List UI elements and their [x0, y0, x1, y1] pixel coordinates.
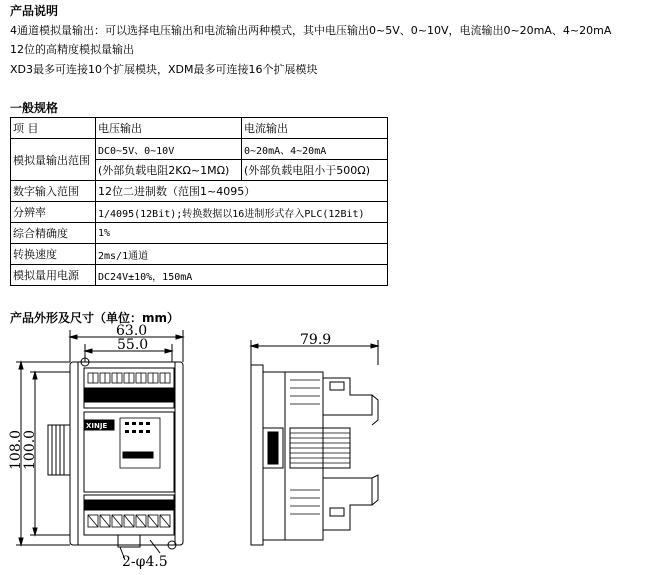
general-spec-title: 一般规格 — [10, 101, 59, 115]
product-intro-title: 产品说明 — [10, 4, 59, 18]
accuracy-value: 1% — [96, 223, 388, 244]
brand-logo: XINJE — [86, 422, 108, 430]
dim-width-inner: 55.0 — [117, 337, 149, 353]
analog-range-label: 模拟量输出范围 — [11, 139, 96, 181]
digital-value: 12位二进制数（范围1~4095） — [96, 181, 388, 202]
power-value: DC24V±10%，150mA — [96, 265, 388, 286]
voltage-load: (外部负载电阻2KΩ~1MΩ) — [96, 160, 242, 181]
digital-label: 数字输入范围 — [11, 181, 96, 202]
intro-line-3: XD3最多可连接10个扩展模块，XDM最多可连接16个扩展模块 — [10, 63, 318, 76]
speed-label: 转换速度 — [11, 244, 96, 265]
side-view — [251, 332, 378, 545]
header-current: 电流输出 — [242, 118, 388, 139]
accuracy-label: 综合精确度 — [11, 223, 96, 244]
speed-value: 2ms/1通道 — [96, 244, 388, 265]
current-range: 0~20mA、4~20mA — [242, 139, 388, 160]
intro-line-1: 4通道模拟量输出：可以选择电压输出和电流输出两种模式，其中电压输出0~5V、0~10V，电流输出0~20mA、4~20mA — [10, 24, 612, 37]
dim-hole: 2-φ4.5 — [122, 554, 168, 570]
current-load: (外部负载电阻小于500Ω) — [242, 160, 388, 181]
resolution-label: 分辨率 — [11, 202, 96, 223]
front-view — [8, 323, 183, 570]
dim-width-outer: 63.0 — [116, 323, 148, 339]
dim-height-inner: 100.0 — [22, 429, 38, 470]
voltage-range: DC0~5V、0~10V — [96, 139, 242, 160]
dim-depth: 79.9 — [300, 332, 332, 348]
header-item: 项 目 — [11, 118, 96, 139]
power-label: 模拟量用电源 — [11, 265, 96, 286]
dim-height-outer: 108.0 — [8, 429, 24, 470]
resolution-value: 1/4095(12Bit);转换数据以16进制形式存入PLC(12Bit) — [96, 202, 388, 223]
header-voltage: 电压输出 — [96, 118, 242, 139]
intro-line-2: 12位的高精度模拟量输出 — [10, 43, 134, 56]
dimension-title: 产品外形及尺寸（单位：mm） — [10, 311, 180, 325]
